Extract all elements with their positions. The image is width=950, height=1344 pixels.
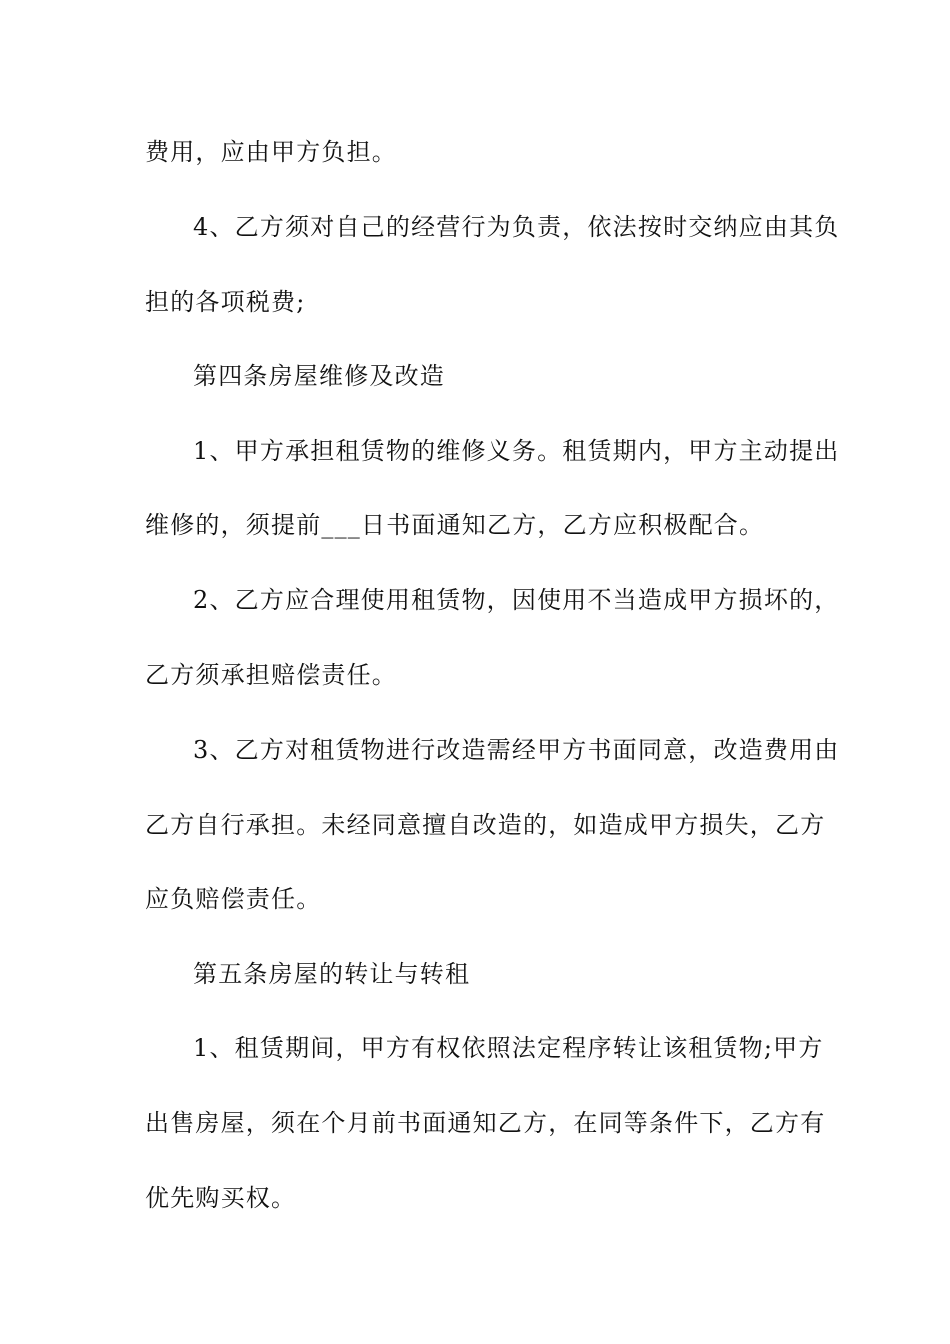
section-heading: 第五条房屋的转让与转租: [193, 960, 471, 988]
paragraph-line: 优先购买权。: [145, 1184, 297, 1212]
paragraph-line: 3、乙方对租赁物进行改造需经甲方书面同意，改造费用由: [193, 736, 840, 764]
section-heading: 第四条房屋维修及改造: [193, 362, 445, 390]
paragraph-line: 出售房屋，须在个月前书面通知乙方，在同等条件下，乙方有: [145, 1109, 826, 1137]
paragraph-line: 担的各项税费;: [145, 288, 306, 316]
paragraph-line: 维修的，须提前___日书面通知乙方，乙方应积极配合。: [145, 511, 765, 539]
paragraph-line: 2、乙方应合理使用租赁物，因使用不当造成甲方损坏的，: [193, 586, 840, 614]
paragraph-line: 乙方自行承担。未经同意擅自改造的，如造成甲方损失，乙方: [145, 811, 826, 839]
paragraph-line: 乙方须承担赔偿责任。: [145, 661, 397, 689]
paragraph-line: 应负赔偿责任。: [145, 885, 322, 913]
paragraph-line: 4、乙方须对自己的经营行为负责，依法按时交纳应由其负: [193, 213, 840, 241]
paragraph-line: 1、甲方承担租赁物的维修义务。租赁期内，甲方主动提出: [193, 437, 840, 465]
paragraph-line: 1、租赁期间，甲方有权依照法定程序转让该租赁物;甲方: [193, 1034, 824, 1062]
paragraph-line: 费用，应由甲方负担。: [145, 138, 397, 166]
